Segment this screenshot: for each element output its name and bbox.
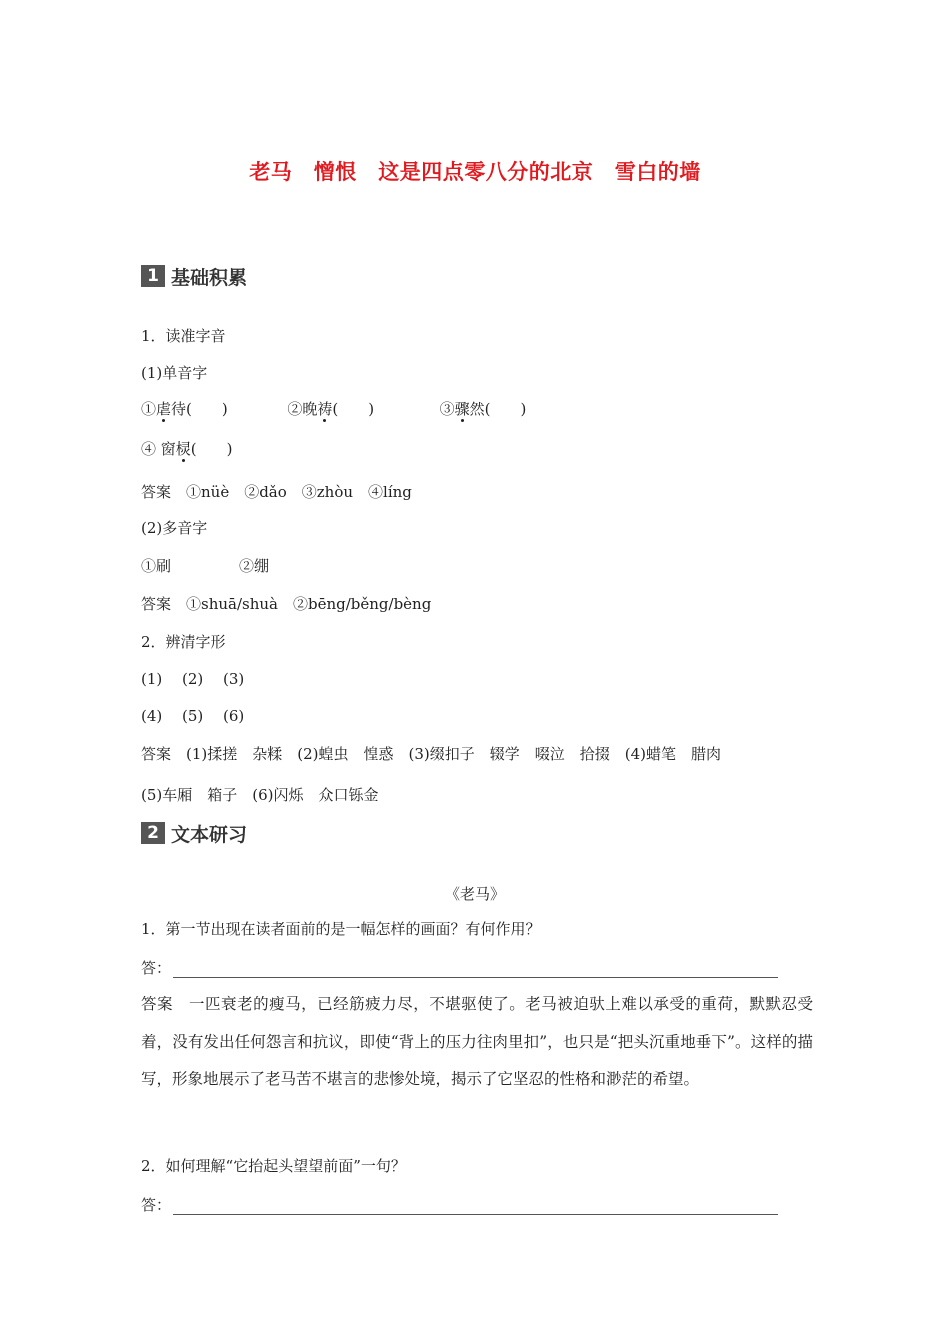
work-title: 《老马》 — [444, 885, 505, 903]
section-number: 1 — [141, 265, 165, 287]
page-title: 老马 憎恨 这是四点零八分的北京 雪白的墙 — [249, 160, 701, 184]
q1-sub2: (2)多音字 — [141, 519, 208, 537]
answer-blank-2[interactable]: 答： — [141, 1195, 778, 1215]
item-1: ①虐待( ) — [141, 400, 228, 418]
q2-row1: (1) (2) (3) — [141, 670, 245, 688]
answer-blank-1[interactable]: 答： — [141, 958, 778, 978]
item-2: ②晚祷( ) — [287, 400, 375, 418]
answer-line[interactable] — [173, 1200, 778, 1215]
answer-characters-line1: 答案 (1)揉搓 杂糅 (2)蝗虫 惶惑 (3)缀扣子 辍学 啜泣 拾掇 (4)蜡笔 腊肉 — [141, 745, 721, 763]
answer-line[interactable] — [173, 963, 778, 978]
section-label: 基础积累 — [171, 266, 248, 289]
answer-characters-line2: (5)车厢 箱子 (6)闪烁 众口铄金 — [141, 786, 379, 804]
text-answer-1: 答案 一匹衰老的瘦马，已经筋疲力尽，不堪驱使了。老马被迫驮上难以承受的重荷，默默忍受着，没有发出任何怨言和抗议，即使“背上的压力往肉里扣”，也只是“把头沉重地垂下”。这样的描写，形象地展示了老马苦不堪言的悲惨处境，揭示了它坚忍的性格和渺茫的希望。 — [141, 995, 813, 1088]
q2-heading: 2．辨清字形 — [141, 633, 226, 651]
text-question-2: 2．如何理解“它抬起头望望前面”一句？ — [141, 1157, 406, 1175]
section-text-study — [141, 821, 247, 845]
q1-heading: 1．读准字音 — [141, 327, 226, 345]
q1-items-row1 — [141, 399, 526, 419]
section-label: 文本研习 — [171, 823, 248, 846]
q2-row2: (4) (5) (6) — [141, 707, 245, 725]
item-4: ④ 窗棂( ) — [141, 440, 233, 458]
answer-pronunciation-multi: 答案 ①shuā/shuà ②bēng/běng/bèng — [141, 595, 432, 613]
text-question-1: 1．第一节出现在读者面前的是一幅怎样的画面？有何作用？ — [141, 920, 541, 938]
section-basic-accumulation — [141, 264, 247, 288]
answer-pronunciation-single: 答案 ①nüè ②dǎo ③zhòu ④líng — [141, 483, 412, 501]
section-number: 2 — [141, 822, 165, 844]
item-3: ③骤然( ) — [439, 400, 527, 418]
q1-sub1: (1)单音字 — [141, 364, 208, 382]
multi-reading-items: ①刷 ②绷 — [141, 557, 270, 575]
